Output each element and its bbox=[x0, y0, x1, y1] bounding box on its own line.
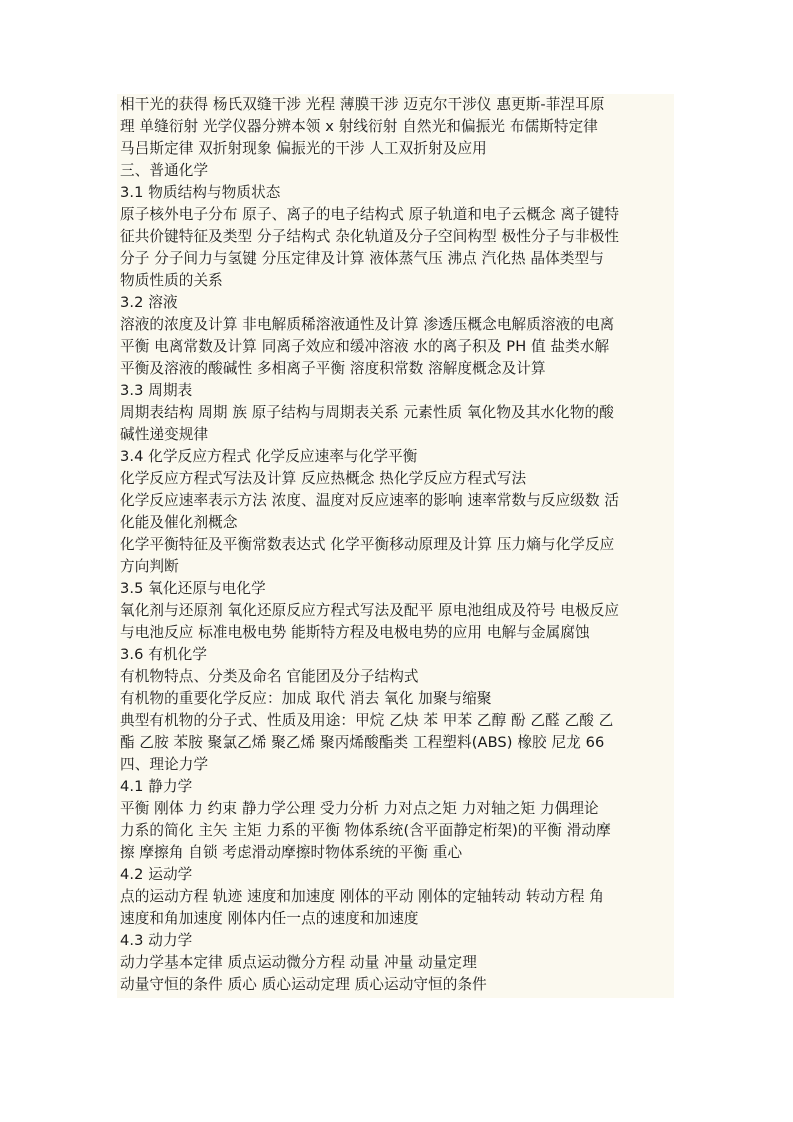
text-line: 平衡 电离常数及计算 同离子效应和缓冲溶液 水的离子积及 PH 值 盐类水解 bbox=[120, 338, 610, 355]
text-line: 点的运动方程 轨迹 速度和加速度 刚体的平动 刚体的定轴转动 转动方程 角 bbox=[120, 888, 604, 905]
subsection-heading: 4.1 静力学 bbox=[120, 778, 193, 795]
text-line: 化学反应速率表示方法 浓度、温度对反应速率的影响 速率常数与反应级数 活 bbox=[120, 492, 620, 509]
text-line: 动量守恒的条件 质心 质心运动定理 质心运动守恒的条件 bbox=[120, 976, 487, 993]
subsection-heading: 3.3 周期表 bbox=[120, 382, 193, 399]
text-line: 动力学基本定律 质点运动微分方程 动量 冲量 动量定理 bbox=[120, 954, 477, 971]
text-line: 原子核外电子分布 原子、离子的电子结构式 原子轨道和电子云概念 离子键特 bbox=[120, 206, 620, 223]
text-line: 碱性递变规律 bbox=[120, 426, 209, 443]
document-text-block bbox=[117, 94, 674, 998]
subsection-heading: 3.6 有机化学 bbox=[120, 646, 208, 663]
text-line: 征共价键特征及类型 分子结构式 杂化轨道及分子空间构型 极性分子与非极性 bbox=[120, 228, 620, 245]
text-line: 方向判断 bbox=[120, 558, 179, 575]
text-line: 与电池反应 标准电极电势 能斯特方程及电极电势的应用 电解与金属腐蚀 bbox=[120, 624, 590, 641]
text-line: 擦 摩擦角 自锁 考虑滑动摩擦时物体系统的平衡 重心 bbox=[120, 844, 463, 861]
text-line: 速度和角加速度 刚体内任一点的速度和加速度 bbox=[120, 910, 419, 927]
subsection-heading: 4.3 动力学 bbox=[120, 932, 193, 949]
text-line: 物质性质的关系 bbox=[120, 272, 223, 289]
subsection-heading: 3.2 溶液 bbox=[120, 294, 178, 311]
text-line: 马吕斯定律 双折射现象 偏振光的干涉 人工双折射及应用 bbox=[120, 140, 487, 157]
text-line: 典型有机物的分子式、性质及用途：甲烷 乙炔 苯 甲苯 乙醇 酚 乙醛 乙酸 乙 bbox=[120, 712, 614, 729]
text-line: 有机物特点、分类及命名 官能团及分子结构式 bbox=[120, 668, 419, 685]
text-line: 酯 乙胺 苯胺 聚氯乙烯 聚乙烯 聚丙烯酸酯类 工程塑料(ABS) 橡胶 尼龙 66 bbox=[120, 734, 605, 751]
text-line: 平衡 刚体 力 约束 静力学公理 受力分析 力对点之矩 力对轴之矩 力偶理论 bbox=[120, 800, 599, 817]
text-line: 氧化剂与还原剂 氧化还原反应方程式写法及配平 原电池组成及符号 电极反应 bbox=[120, 602, 620, 619]
subsection-heading: 3.4 化学反应方程式 化学反应速率与化学平衡 bbox=[120, 448, 418, 465]
text-line: 有机物的重要化学反应：加成 取代 消去 氧化 加聚与缩聚 bbox=[120, 690, 492, 707]
text-line: 溶液的浓度及计算 非电解质稀溶液通性及计算 渗透压概念电解质溶液的电离 bbox=[120, 316, 615, 333]
section-heading: 四、理论力学 bbox=[120, 756, 209, 773]
subsection-heading: 4.2 运动学 bbox=[120, 866, 193, 883]
text-line: 化学平衡特征及平衡常数表达式 化学平衡移动原理及计算 压力熵与化学反应 bbox=[120, 536, 615, 553]
subsection-heading: 3.5 氧化还原与电化学 bbox=[120, 580, 266, 597]
text-line: 周期表结构 周期 族 原子结构与周期表关系 元素性质 氧化物及其水化物的酸 bbox=[120, 404, 614, 421]
text-line: 化能及催化剂概念 bbox=[120, 514, 238, 531]
text-line: 理 单缝衍射 光学仪器分辨本领 x 射线衍射 自然光和偏振光 布儒斯特定律 bbox=[120, 118, 598, 135]
text-line: 化学反应方程式写法及计算 反应热概念 热化学反应方程式写法 bbox=[120, 470, 527, 487]
text-line: 相干光的获得 杨氏双缝干涉 光程 薄膜干涉 迈克尔干涉仪 惠更斯-菲涅耳原 bbox=[120, 96, 605, 113]
text-line: 分子 分子间力与氢键 分压定律及计算 液体蒸气压 沸点 汽化热 晶体类型与 bbox=[120, 250, 604, 267]
subsection-heading: 3.1 物质结构与物质状态 bbox=[120, 184, 281, 201]
text-line: 力系的简化 主矢 主矩 力系的平衡 物体系统(含平面静定桁架)的平衡 滑动摩 bbox=[120, 822, 611, 839]
text-line: 平衡及溶液的酸碱性 多相离子平衡 溶度积常数 溶解度概念及计算 bbox=[120, 360, 546, 377]
section-heading: 三、普通化学 bbox=[120, 162, 209, 179]
